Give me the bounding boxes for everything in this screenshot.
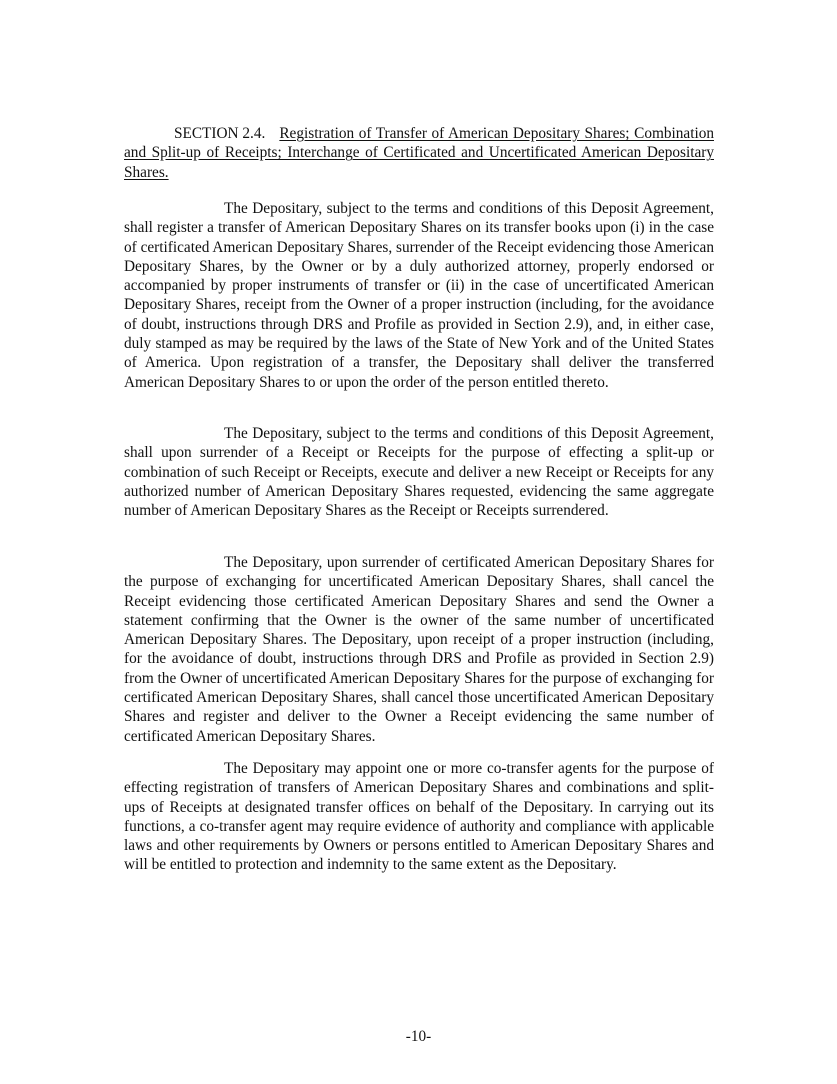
paragraph-text: The Depositary, upon surrender of certificated American Depositary Shares for the purpose of exchanging for uncertificated American Depositary Shares, shall cancel the Receipt evidencing those certificated American Depositary Shares and send the Owner a statement confirming that the Owner is the owner of the same number of uncertificated American Depositary Shares. The Depositary, upon receipt of a proper instruction (including, for the avoidance of doubt, instructions through DRS and Profile as provided in Section 2.9) from the Owner of uncertificated American Depositary Shares for the purpose of exchanging for certificated American Depositary Shares, shall cancel those uncertificated American Depositary Shares and register and deliver to the Owner a Receipt evidencing the same number of certificated American Depositary Shares. (124, 554, 714, 745)
paragraph-text: The Depositary, subject to the terms and conditions of this Deposit Agreement, shall upon surrender of a Receipt or Receipts for the purpose of effecting a split-up or combination of such Receipt or Receipts, execute and deliver a new Receipt or Receipts for any authorized number of American Depositary Shares requested, evidencing the same aggregate number of American Depositary Shares as the Receipt or Receipts surrendered. (124, 425, 714, 520)
paragraph-co-transfer-agents (124, 759, 714, 875)
paragraph-text: The Depositary, subject to the terms and conditions of this Deposit Agreement, shall register a transfer of American Depositary Shares on its transfer books upon (i) in the case of certificated American Depositary Shares, surrender of the Receipt evidencing those American Depositary Shares, by the Owner or by a duly authorized attorney, properly endorsed or accompanied by proper instruments of transfer or (ii) in the case of uncertificated American Depositary Shares, receipt from the Owner of a proper instruction (including, for the avoidance of doubt, instructions through DRS and Profile as provided in Section 2.9), and, in either case, duly stamped as may be required by the laws of the State of New York and of the United States of America. Upon registration of a transfer, the Depositary shall deliver the transferred American Depositary Shares to or upon the order of the person entitled thereto. (124, 200, 714, 391)
paragraph-text: The Depositary may appoint one or more co-transfer agents for the purpose of effecting registration of transfers of American Depositary Shares and combinations and split-ups of Receipts at designated transfer offices on behalf of the Depositary. In carrying out its functions, a co-transfer agent may require evidence of authority and compliance with applicable laws and other requirements by Owners or persons entitled to American Depositary Shares and will be entitled to protection and indemnity to the same extent as the Depositary. (124, 760, 714, 874)
paragraph-split-up-combination (124, 424, 714, 520)
section-title: Registration of Transfer of American Depositary Shares; Combination and Split-up of Receipts; Interchange of Certificated and Uncertificated American Depositary Shares. (124, 125, 714, 181)
paragraph-transfer-registration (124, 199, 714, 392)
page-number: -10- (405, 1028, 432, 1045)
paragraph-interchange (124, 553, 714, 746)
section-number: SECTION 2.4. (174, 125, 266, 142)
section-heading (124, 124, 714, 182)
